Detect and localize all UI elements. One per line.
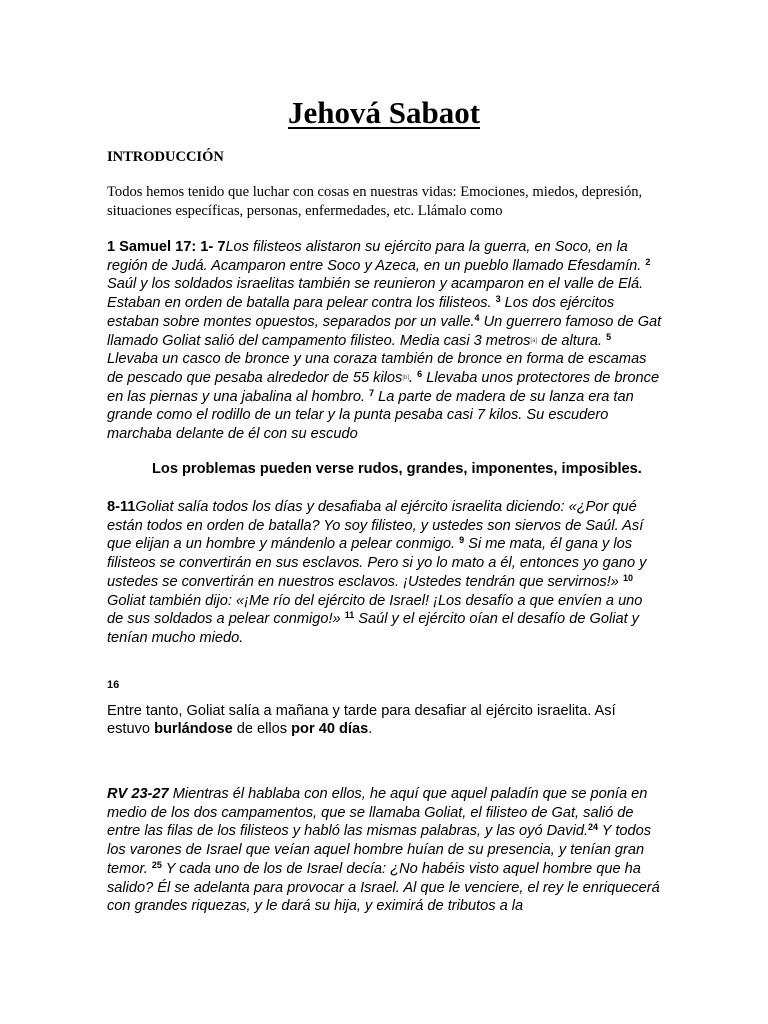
footnote-marker[interactable]: [a]: [530, 337, 538, 344]
verse-text: La parte de madera de su lanza era tan grande como el rodillo de un telar y la punta pesaba casi 7 kilos. Su escudero marchaba delante de él con su escudo: [107, 388, 634, 443]
verse-number: 4: [474, 312, 480, 323]
verse-text: Goliat también dijo: «¡Me río del ejército de Israel! ¡Los desafío a que envíen a uno de sus soldados a pelear conmigo!»: [107, 592, 643, 628]
verse-text: de altura.: [537, 332, 602, 349]
verse-text: .: [409, 369, 414, 386]
verse-text: Mientras él hablaba con ellos, he aquí que aquel paladín que se ponía en medio de los dos campamentos, que se llamaba Goliat, el filisteo de Gat, salió de entre las filas de los filisteos y habló las mismas palabras, y las oyó David.: [107, 786, 648, 840]
verse-number: 2: [645, 256, 651, 267]
passage-reference: 8-11: [107, 499, 136, 515]
verse-number: 6: [417, 368, 423, 379]
passage-reference: 1 Samuel 17: 1- 7: [107, 239, 226, 255]
passage-verses-8-11: [107, 498, 662, 648]
verse-text: Llevaba un casco de bronce y una coraza también de bronce en forma de escamas de pescado que pesaba alrededor de 55 kilos: [107, 351, 647, 386]
verse-text: Los dos ejércitos estaban sobre montes opuestos, separados por un valle.: [107, 295, 615, 330]
verse-number: 11: [344, 610, 355, 621]
verse-text: Los filisteos alistaron su ejército para la guerra, en Soco, en la región de Judá. Acamparon entre Soco y Azeca, en un pueblo llamado Efesdamín.: [107, 239, 642, 274]
passage-verse-16: [107, 679, 662, 739]
intro-paragraph: Todos hemos tenido que luchar con cosas en nuestras vidas: Emociones, miedos, depresión, situaciones específicas, personas, enfermedades, etc. Llámalo como: [107, 184, 643, 219]
footnote-marker[interactable]: [b]: [402, 374, 410, 381]
verse-text: Si me mata, él gana y los filisteos se convertirán en sus esclavos. Pero si yo lo mato a él, entonces yo gano y ustedes se convertirán en nuestros esclavos. ¡Ustedes tendrán que servirnos!»: [107, 536, 647, 590]
passage-reference: RV 23-27: [107, 786, 169, 802]
passage-rv-23-27: [107, 785, 662, 916]
verse-text: Entre tanto, Goliat salía a mañana y tarde para desafiar al ejército israelita. Así estuvo: [107, 702, 616, 738]
verse-text: de ellos: [232, 721, 292, 738]
verse-text: Un guerrero famoso de Gat llamado Goliat salió del campamento filisteo. Media casi 3 metros: [107, 313, 662, 349]
verse-number: 16: [107, 679, 120, 691]
verse-number: 7: [369, 387, 375, 398]
emphasis-text: burlándose: [154, 721, 233, 738]
verse-text: Saúl y los soldados israelitas también se reunieron y acamparon en el valle de Elá. Estaban en orden de batalla para pelear contra los filisteos.: [107, 276, 644, 312]
verse-number: 24: [588, 822, 599, 833]
page-title: Jehová Sabaot: [287, 95, 481, 130]
passage-1-samuel-17: [107, 238, 662, 444]
key-statement: Los problemas pueden verse rudos, grandes, imponentes, imposibles.: [152, 461, 642, 477]
verse-number: 9: [459, 535, 465, 546]
verse-text: Llevaba unos protectores de bronce en las piernas y una jabalina al hombro.: [107, 369, 660, 405]
verse-number: 3: [495, 294, 501, 305]
verse-text: Y cada uno de los de Israel decía: ¿No habéis visto aquel hombre que ha salido? Él se adelanta para provocar a Israel. Al que le venciere, el rey le enriquecerá con grandes riquezas, y le dará su hija, y eximirá de tributos a la: [107, 860, 660, 915]
emphasis-text: por 40 días: [291, 721, 369, 738]
verse-number: 5: [606, 331, 612, 342]
verse-text: Y todos los varones de Israel que veían aquel hombre huían de su presencia, y tenían gran temor.: [107, 823, 652, 877]
verse-number: 10: [622, 572, 633, 583]
verse-text: Goliat salía todos los días y desafiaba al ejército israelita diciendo: «¿Por qué están todos en orden de batalla? Yo soy filisteo, y ustedes son siervos de Saúl. Así que elijan a un hombre y mándenlo a pelear conmigo.: [107, 499, 644, 553]
intro-heading: INTRODUCCIÓN: [107, 149, 224, 165]
verse-text: .: [368, 721, 373, 738]
verse-number: 25: [151, 859, 162, 870]
verse-text: Saúl y el ejército oían el desafío de Goliat y tenían mucho miedo.: [107, 611, 639, 646]
